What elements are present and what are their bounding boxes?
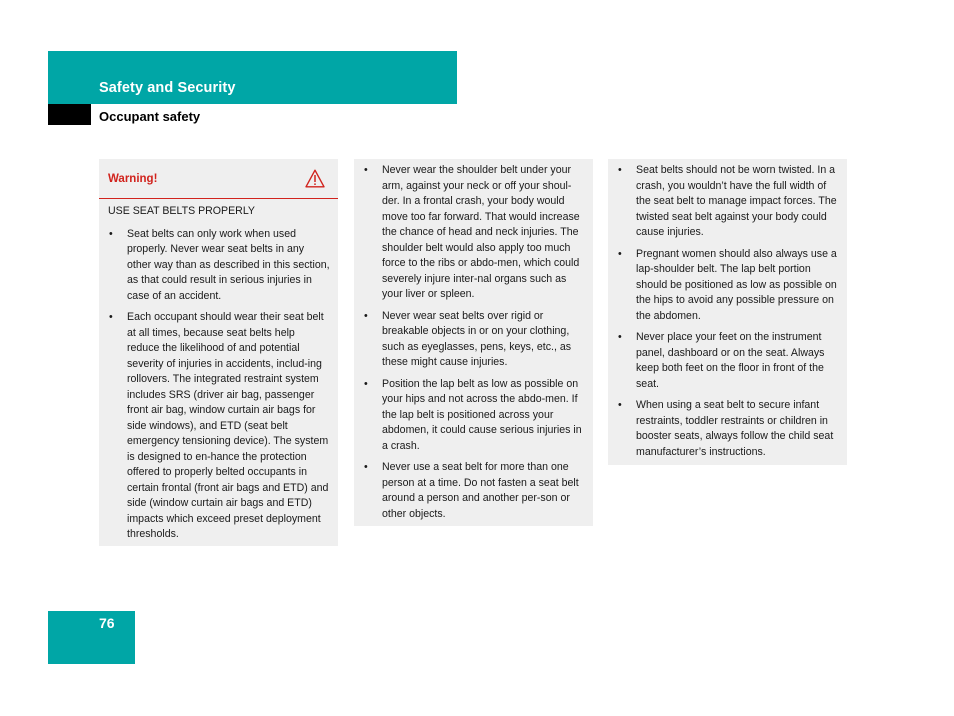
subsection-title: Occupant safety [99,109,201,124]
page-number: 76 [99,615,115,631]
bullet-icon: • [364,164,368,176]
warning-heading: USE SEAT BELTS PROPERLY [108,205,255,217]
section-title: Safety and Security [99,80,236,96]
list-item: • Never place your feet on the instrument panel, dashboard or on the seat. Always keep both feet on the floor in front of the seat. [618,331,825,390]
bullet-icon: • [109,311,113,323]
column3-list [608,159,847,460]
info-box-column-2 [354,159,593,526]
warning-triangle-icon [305,169,325,188]
warning-list [99,220,338,543]
bullet-icon: • [618,247,622,260]
list-item: • Seat belts can only work when used properly. Never wear seat belts in any other way than as described in this section, as that could result in serious injuries in case of an accident. [109,227,330,302]
page-number-tab [48,611,135,664]
column2-list [354,159,593,522]
list-item: • Each occupant should wear their seat belt at all times, because seat belts help reduce the likelihood of and potential severity of injuries in accidents, includ-ing rollovers. The integrated restraint system includes SRS (driver air bag, passenger front air bag, window curtain air bags for side windows), and ETD (seat belt emergency tensioning device). The system is designed to en-hance the protection offered to properly belted occupants in certain frontal (front air bags and ETD) and side (window curtain air bags and ETD) impacts which exceed preset deployment thresholds. [109,311,329,540]
bullet-icon: • [364,461,368,473]
list-item: • Position the lap belt as low as possible on your hips and not across the abdo-men. If the lap belt is positioned across your abdomen, it could cause serious injuries in a crash. [364,377,582,452]
list-item: • Pregnant women should also always use a lap-shoulder belt. The lap belt portion should be positioned as low as possible on the hips to avoid any possible pressure on the abdomen. [618,247,837,322]
bullet-icon: • [364,309,368,322]
list-item: • Never use a seat belt for more than one person at a time. Do not fasten a seat belt around a person and another per-son or other objects. [364,461,579,520]
warning-label: Warning! [108,173,158,185]
warning-box [99,159,338,546]
list-item: • Never wear seat belts over rigid or breakable objects in or on your clothing, such as eyeglasses, pens, keys, etc., as these might cause injuries. [364,309,572,368]
bullet-icon: • [618,164,622,176]
header-band [48,51,457,104]
list-item: • Seat belts should not be worn twisted. In a crash, you wouldn’t have the full width of the seat belt to manage impact forces. The twisted seat belt against your body could cause injuries. [618,164,837,238]
list-item: • When using a seat belt to secure infant restraints, toddler restraints or children in booster seats, always follow the child seat manufacturer’s instructions. [618,399,834,458]
info-box-column-3 [608,159,847,465]
bullet-icon: • [618,399,622,411]
warning-header [99,159,338,199]
section-marker [48,104,91,125]
list-item: • Never wear the shoulder belt under your arm, against your neck or off your shoul-der. In a frontal crash, your body would move too far forward. That would increase the chance of head and neck injuries. The shoulder belt would also apply too much force to the ribs or abdo-men, which could severely injure inter-nal organs such as your liver or spleen. [364,164,580,300]
bullet-icon: • [618,331,622,343]
bullet-icon: • [109,227,113,240]
bullet-icon: • [364,377,368,390]
